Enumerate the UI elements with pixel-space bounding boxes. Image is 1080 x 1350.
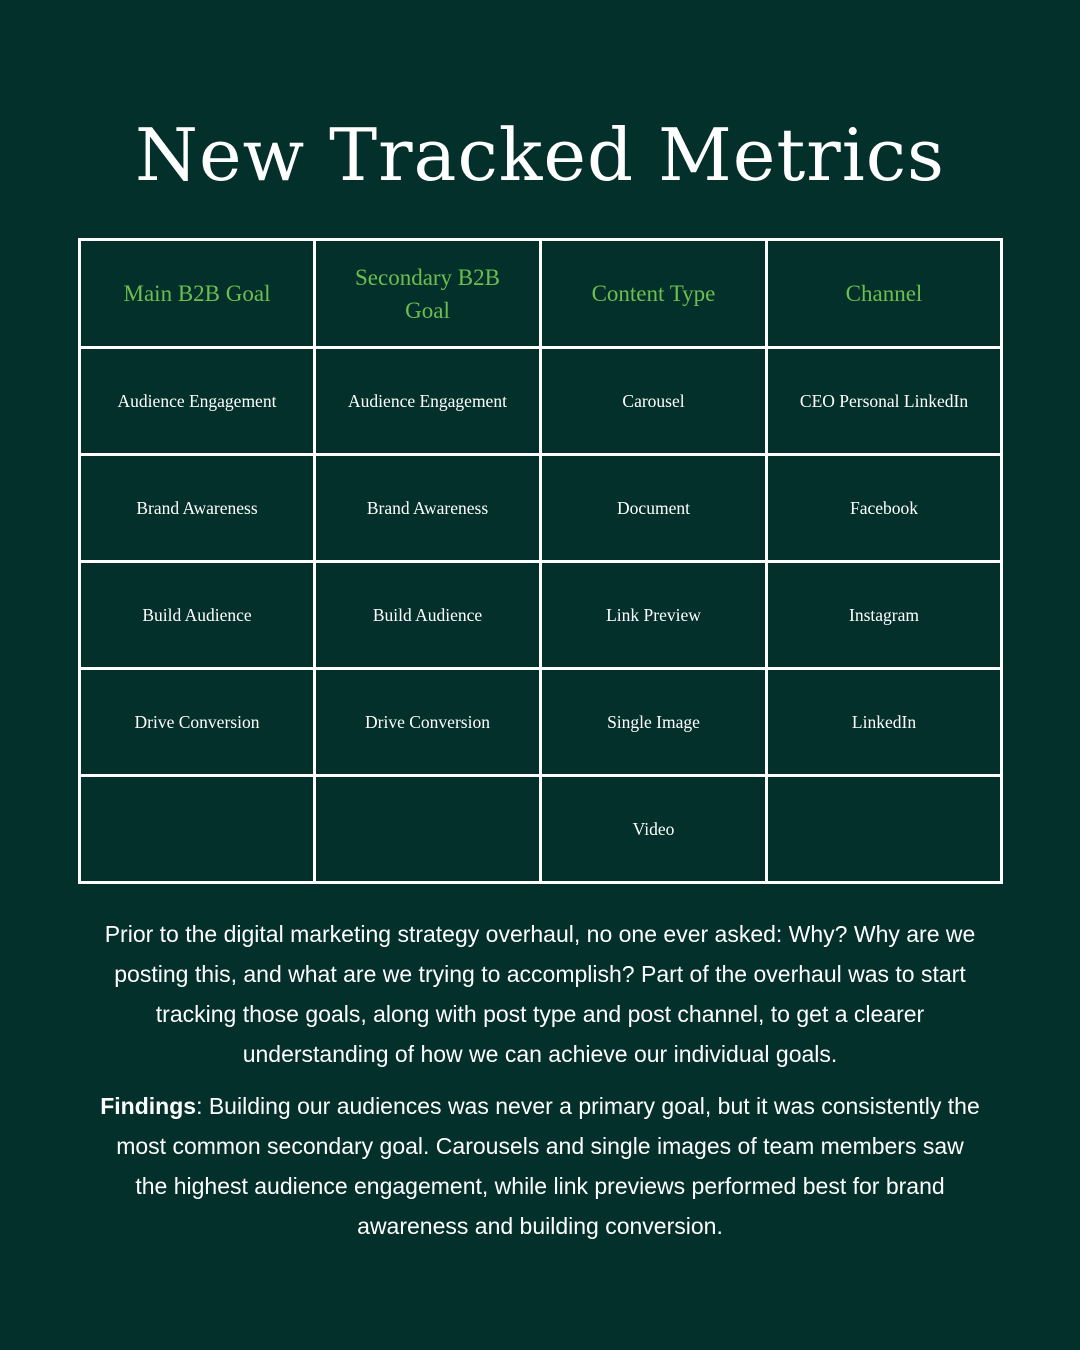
table-row (80, 562, 1002, 669)
header-channel: Channel (767, 240, 1002, 348)
table-cell: Drive Conversion (80, 669, 315, 776)
table-cell (315, 776, 541, 883)
table-cell (80, 776, 315, 883)
table-cell: Brand Awareness (315, 455, 541, 562)
table-cell: Drive Conversion (315, 669, 541, 776)
table-cell: Document (541, 455, 767, 562)
table-cell: Audience Engagement (80, 348, 315, 455)
header-secondary-goal: Secondary B2B Goal (315, 240, 541, 348)
table-cell: Instagram (767, 562, 1002, 669)
table-cell: Carousel (541, 348, 767, 455)
table-row (80, 455, 1002, 562)
table-cell: Video (541, 776, 767, 883)
table-cell: LinkedIn (767, 669, 1002, 776)
header-content-type: Content Type (541, 240, 767, 348)
table-cell: Audience Engagement (315, 348, 541, 455)
table-cell (767, 776, 1002, 883)
table-cell: Build Audience (315, 562, 541, 669)
table-row (80, 776, 1002, 883)
table-cell: Single Image (541, 669, 767, 776)
table-cell: CEO Personal LinkedIn (767, 348, 1002, 455)
metrics-table (78, 238, 1003, 884)
findings-label: Findings (100, 1093, 197, 1119)
findings-text: Building our audiences was never a primary goal, but it was consistently the most common secondary goal. Carousels and single images of team members saw the highest audience engagement, while link previews performed best for brand awareness and building conversion. (116, 1093, 980, 1239)
table-cell: Build Audience (80, 562, 315, 669)
table-row (80, 348, 1002, 455)
intro-paragraph: Prior to the digital marketing strategy overhaul, no one ever asked: Why? Why are we posting this, and what are we trying to accomplish? Part of the overhaul was to start tracking those goals, along with post type and post channel, to get a clearer understanding of how we can achieve our individual goals. (104, 921, 976, 1067)
findings-separator: : (196, 1093, 209, 1119)
table-cell: Link Preview (541, 562, 767, 669)
table-row (80, 669, 1002, 776)
table-header-row (80, 240, 1002, 348)
header-main-goal: Main B2B Goal (80, 240, 315, 348)
table-cell: Brand Awareness (80, 455, 315, 562)
table-cell: Facebook (767, 455, 1002, 562)
page-title: New Tracked Metrics (134, 113, 945, 197)
findings-paragraph (100, 1086, 980, 1246)
